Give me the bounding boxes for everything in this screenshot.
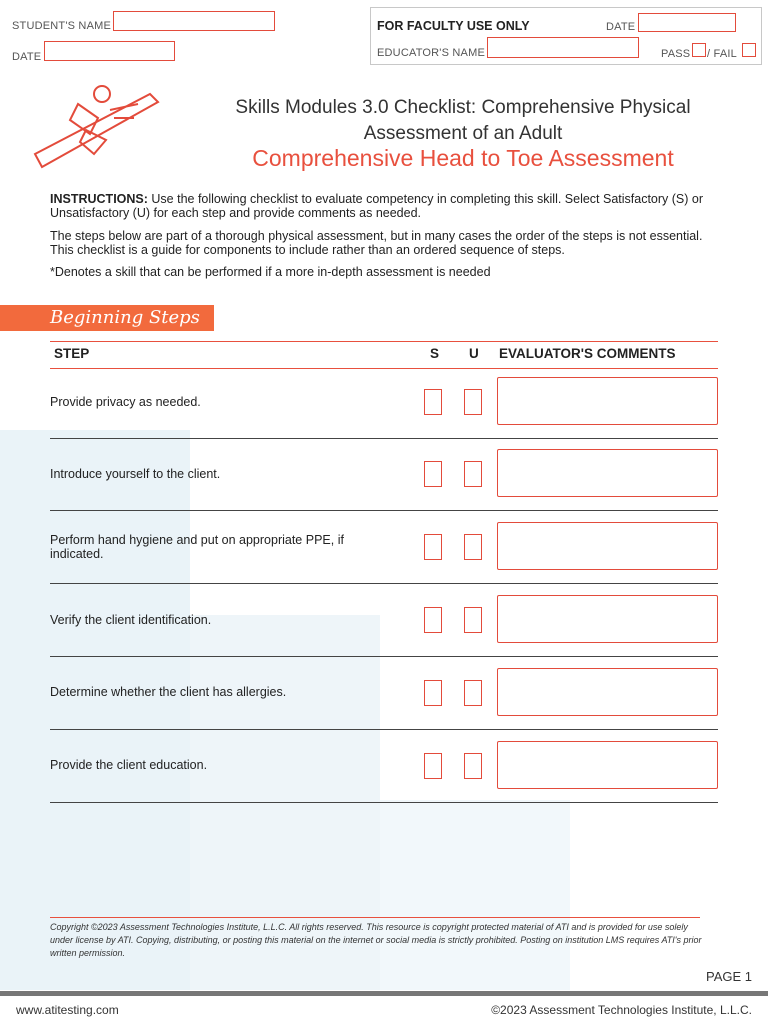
faculty-use-panel (370, 7, 762, 65)
faculty-date-label: DATE (606, 21, 636, 33)
s-checkbox[interactable] (424, 607, 442, 633)
educator-name-label: EDUCATOR'S NAME (377, 47, 485, 59)
u-checkbox[interactable] (464, 389, 482, 415)
section-title: Beginning Steps (50, 307, 200, 328)
footer-divider (50, 917, 700, 918)
document-title (168, 95, 758, 147)
s-checkbox[interactable] (424, 680, 442, 706)
faculty-title: FOR FACULTY USE ONLY (377, 19, 530, 33)
title-line-2: Assessment of an Adult (363, 123, 563, 144)
footer-bar (0, 991, 768, 996)
header-step: STEP (54, 346, 90, 361)
comment-field[interactable] (497, 522, 718, 570)
comment-field[interactable] (497, 741, 718, 789)
step-text: Perform hand hygiene and put on appropriate PPE, if indicated. (50, 533, 344, 561)
instructions-paragraph-2: The steps below are part of a thorough physical assessment, but in many cases the order of the steps is not essential. This checklist is a guide for components to include rather than an ordered sequence of steps. (50, 229, 703, 257)
step-text: Introduce yourself to the client. (50, 467, 221, 481)
comment-field[interactable] (497, 449, 718, 497)
website-link[interactable]: www.atitesting.com (16, 1003, 119, 1017)
u-checkbox[interactable] (464, 753, 482, 779)
s-checkbox[interactable] (424, 534, 442, 560)
u-checkbox[interactable] (464, 534, 482, 560)
header-u: U (469, 346, 479, 361)
background-panel (380, 800, 570, 990)
s-checkbox[interactable] (424, 753, 442, 779)
header-comments: EVALUATOR'S COMMENTS (499, 346, 676, 361)
instructions-paragraph (50, 192, 710, 220)
u-checkbox[interactable] (464, 680, 482, 706)
copyright-notice: Copyright ©2023 Assessment Technologies Institute, L.L.C. All rights reserved. This resource is copyright protected material of ATI and is provided for use solely under license by ATI. Copying, distributing, or posting this material on the internet or social media is strictly prohibited. Posting on institution LMS requires ATI's prior written permission. (50, 922, 702, 958)
table-row (50, 366, 718, 439)
pass-checkbox[interactable] (692, 43, 706, 57)
page-number: PAGE 1 (705, 969, 752, 984)
educator-name-field[interactable] (487, 37, 639, 58)
instructions-label: INSTRUCTIONS: (50, 192, 148, 206)
footer-copyright: ©2023 Assessment Technologies Institute, L.L.C. (491, 1003, 752, 1017)
fail-label: / FAIL (707, 48, 737, 60)
u-checkbox[interactable] (464, 607, 482, 633)
table-row (50, 511, 718, 584)
date-field[interactable] (44, 41, 175, 61)
table-row (50, 657, 718, 730)
table-row (50, 584, 718, 657)
step-text: Provide the client education. (50, 758, 208, 772)
comment-field[interactable] (497, 377, 718, 425)
faculty-date-field[interactable] (638, 13, 736, 32)
step-text: Provide privacy as needed. (50, 395, 201, 409)
date-label: DATE (12, 51, 42, 63)
pass-label: PASS (661, 48, 691, 60)
ati-logo (30, 82, 164, 180)
table-row (50, 730, 718, 803)
u-checkbox[interactable] (464, 461, 482, 487)
s-checkbox[interactable] (424, 461, 442, 487)
title-line-1: Skills Modules 3.0 Checklist: Comprehensive Physical (235, 97, 691, 118)
table-header (50, 341, 718, 369)
comment-field[interactable] (497, 595, 718, 643)
fail-checkbox[interactable] (742, 43, 756, 57)
comment-field[interactable] (497, 668, 718, 716)
student-name-field[interactable] (113, 11, 275, 31)
step-text: Determine whether the client has allergies. (50, 685, 287, 699)
s-checkbox[interactable] (424, 389, 442, 415)
instructions-paragraph-3: *Denotes a skill that can be performed if a more in-depth assessment is needed (50, 265, 491, 279)
table-row (50, 438, 718, 511)
document-subtitle: Comprehensive Head to Toe Assessment (252, 145, 674, 171)
instructions-text: Use the following checklist to evaluate competency in completing this skill. Select Satisfactory (S) or Unsatisfactory (U) for each step and provide comments as needed. (50, 192, 704, 220)
header-s: S (430, 346, 440, 361)
step-text: Verify the client identification. (50, 613, 212, 627)
student-name-label: STUDENT'S NAME (12, 20, 112, 32)
